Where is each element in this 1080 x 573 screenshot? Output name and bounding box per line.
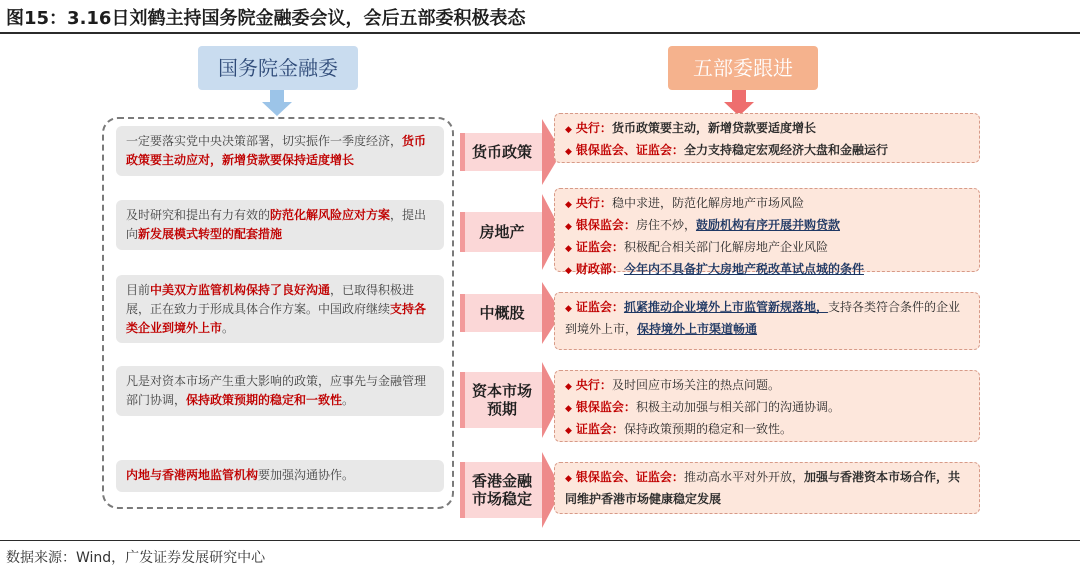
down-arrow-icon xyxy=(262,90,292,116)
bold-text: 全力支持稳定宏观经济大盘和金融运行 xyxy=(683,143,888,157)
response-text: 积极配合相关部门化解房地产企业风险 xyxy=(623,240,828,254)
category-arrow xyxy=(460,119,562,185)
response-item xyxy=(565,237,971,259)
diamond-bullet-icon: ◆ xyxy=(565,222,572,232)
category-label: 中概股 xyxy=(479,304,525,322)
agency-label: 银保监会： xyxy=(575,400,636,414)
left-statement xyxy=(116,460,444,492)
diamond-bullet-icon: ◆ xyxy=(565,404,572,414)
emphasis-text: 鼓励机构有序开展并购贷款 xyxy=(695,218,840,232)
agency-label: 银保监会、证监会： xyxy=(575,470,684,484)
response-text: 稳中求进，防范化解房地产市场风险 xyxy=(611,196,804,210)
response-item xyxy=(565,467,971,509)
emphasis-text: 抓紧推动企业境外上市监管新规落地， xyxy=(623,300,828,314)
diamond-bullet-icon: ◆ xyxy=(565,304,572,314)
response-item xyxy=(565,419,971,441)
statement-text: 及时研究和提出有力有效的 xyxy=(126,208,271,222)
category-arrow xyxy=(460,194,562,270)
bold-text: 加强与香港资本市场合作，共同维护香港市场健康稳定发展 xyxy=(565,470,960,506)
category-label: 香港金融市场稳定 xyxy=(471,472,532,508)
title-divider xyxy=(0,32,1080,34)
left-statement xyxy=(116,275,444,343)
response-item xyxy=(565,397,971,419)
left-statement xyxy=(116,126,444,176)
diamond-bullet-icon: ◆ xyxy=(565,200,572,210)
diamond-bullet-icon: ◆ xyxy=(565,426,572,436)
agency-label: 证监会： xyxy=(575,240,624,254)
response-box xyxy=(554,292,980,350)
response-box xyxy=(554,113,980,163)
highlight-text: 保持了良好沟通 xyxy=(246,283,331,297)
category-arrow xyxy=(460,282,562,344)
statement-text: ，提出向 xyxy=(126,208,427,241)
response-text: 积极主动加强与相关部门的沟通协调。 xyxy=(635,400,840,414)
agency-label: 银保监会、证监会： xyxy=(575,143,684,157)
footer-divider xyxy=(0,540,1080,541)
response-item xyxy=(565,215,971,237)
diamond-bullet-icon: ◆ xyxy=(565,125,572,135)
response-item xyxy=(565,140,971,162)
right-header: 五部委跟进 xyxy=(668,46,818,90)
response-item xyxy=(565,193,971,215)
statement-text: 。 xyxy=(342,393,355,407)
diamond-bullet-icon: ◆ xyxy=(565,474,572,484)
left-statement xyxy=(116,200,444,250)
diamond-bullet-icon: ◆ xyxy=(565,147,572,157)
figure-title: 图15：3.16日刘鹤主持国务院金融委会议，会后五部委积极表态 xyxy=(6,8,526,29)
response-box xyxy=(554,188,980,276)
agency-label: 央行： xyxy=(575,121,612,135)
left-header: 国务院金融委 xyxy=(198,46,358,90)
highlight-text: 支持各类企业到境外上市 xyxy=(126,302,427,335)
response-box xyxy=(554,370,980,442)
source-note: 数据来源：Wind，广发证券发展研究中心 xyxy=(6,550,266,566)
response-text: 房住不炒， xyxy=(635,218,696,232)
highlight-text: 防范化解风险应对方案 xyxy=(270,208,391,222)
response-box xyxy=(554,462,980,514)
emphasis-text: 保持境外上市渠道畅通 xyxy=(637,322,758,336)
statement-text: 目前 xyxy=(126,283,151,297)
category-label: 货币政策 xyxy=(471,143,532,161)
statement-text: 一定要落实党中央决策部署，切实振作一季度经济， xyxy=(126,134,403,148)
category-label: 资本市场预期 xyxy=(471,382,532,418)
agency-label: 央行： xyxy=(575,196,612,210)
statement-text: 。 xyxy=(222,321,235,335)
highlight-text: 新发展模式转型的配套措施 xyxy=(138,227,283,241)
statement-text: ，已取得积极进展，正在致力于形成具体合作方案。中国政府继续 xyxy=(126,283,415,316)
diamond-bullet-icon: ◆ xyxy=(565,382,572,392)
response-text: 支持各类符合条件的企业到境外上市， xyxy=(565,300,960,336)
agency-label: 证监会： xyxy=(575,422,624,436)
category-arrow xyxy=(460,362,562,438)
highlight-text: 货币政策要主动应对，新增贷款要保持适度增长 xyxy=(126,134,427,167)
diamond-bullet-icon: ◆ xyxy=(565,244,572,254)
response-text: 推动高水平对外开放， xyxy=(683,470,804,484)
statement-text: 要加强沟通协作。 xyxy=(258,468,355,482)
category-label: 房地产 xyxy=(479,223,525,241)
highlight-text: 内地与香港两地监管机构 xyxy=(126,468,259,482)
left-statement xyxy=(116,366,444,416)
category-arrow xyxy=(460,452,562,528)
emphasis-text: 今年内不具备扩大房地产税改革试点城的条件 xyxy=(623,262,864,276)
diamond-bullet-icon: ◆ xyxy=(565,266,572,276)
agency-label: 财政部： xyxy=(575,262,624,276)
response-item xyxy=(565,118,971,140)
response-item xyxy=(565,259,971,281)
response-item xyxy=(565,297,971,339)
highlight-text: 中美双方监管机构 xyxy=(150,283,247,297)
statement-text: 凡是对资本市场产生重大影响的政策，应事先与金融管理部门协调， xyxy=(126,374,427,407)
response-item xyxy=(565,375,971,397)
highlight-text: 保持政策预期的稳定和一致性 xyxy=(186,393,343,407)
agency-label: 证监会： xyxy=(575,300,624,314)
bold-text: 货币政策要主动，新增贷款要适度增长 xyxy=(611,121,816,135)
response-text: 及时回应市场关注的热点问题。 xyxy=(611,378,780,392)
agency-label: 银保监会： xyxy=(575,218,636,232)
agency-label: 央行： xyxy=(575,378,612,392)
response-text: 保持政策预期的稳定和一致性。 xyxy=(623,422,792,436)
